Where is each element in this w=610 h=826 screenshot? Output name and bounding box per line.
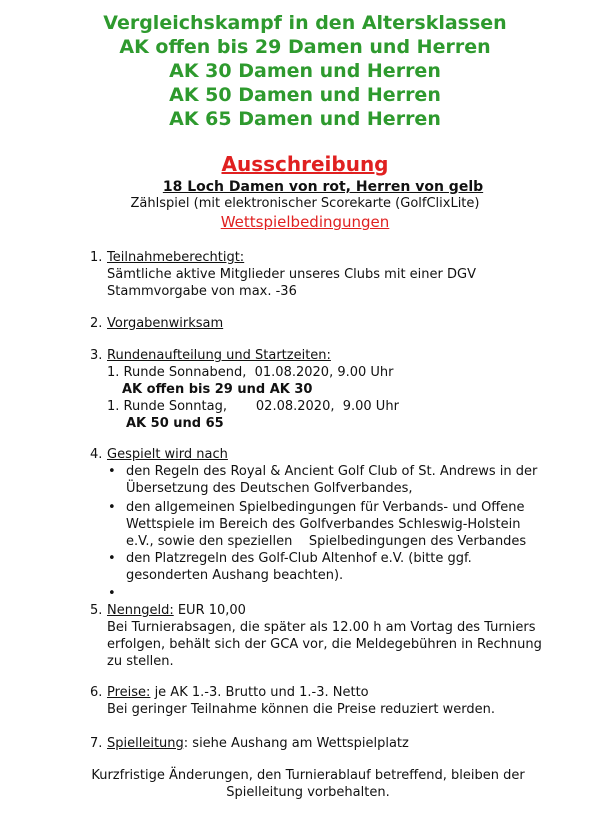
item-4-number: 4.: [90, 447, 103, 462]
bullet-3-line-1: den Platzregeln des Golf-Club Altenhof e.V. (bitte ggf.: [126, 551, 472, 566]
bullet-1-line-1: den Regeln des Royal & Ancient Golf Club of St. Andrews in der: [126, 464, 538, 479]
item-6-heading-rest: je AK 1.-3. Brutto und 1.-3. Netto: [150, 685, 369, 700]
item-1-line-2: Stammvorgabe von max. -36: [107, 284, 297, 299]
title-line-1: Vergleichskampf in den Altersklassen: [103, 12, 507, 34]
item-6-number: 6.: [90, 685, 103, 700]
item-6-heading-row: [107, 684, 369, 701]
bullet-3-line-2: gesonderten Aushang beachten).: [126, 568, 344, 583]
item-5-heading-row: [107, 602, 246, 619]
item-7-heading: Spielleitung: [107, 736, 184, 751]
item-5-line-2: erfolgen, behält sich der GCA vor, die Meldegebühren in Rechnung: [107, 637, 542, 652]
round-1-group: AK offen bis 29 und AK 30: [122, 382, 313, 397]
item-3-heading: Rundenaufteilung und Startzeiten:: [107, 348, 331, 363]
item-6-heading: Preise:: [107, 685, 151, 700]
footer-line-1: Kurzfristige Änderungen, den Turnierablauf betreffend, bleiben der: [91, 768, 525, 783]
title-line-2: AK offen bis 29 Damen und Herren: [119, 36, 491, 58]
bullet-icon: •: [108, 551, 116, 566]
item-7-number: 7.: [90, 736, 103, 751]
item-1-line-1: Sämtliche aktive Mitglieder unseres Clubs mit einer DGV: [107, 267, 476, 282]
bullet-2-line-1: den allgemeinen Spielbedingungen für Verbands- und Offene: [126, 500, 525, 515]
title-line-5: AK 65 Damen und Herren: [169, 108, 441, 130]
title-line-4: AK 50 Damen und Herren: [169, 84, 441, 106]
round-2: 1. Runde Sonntag, 02.08.2020, 9.00 Uhr: [107, 399, 399, 414]
round-1: 1. Runde Sonnabend, 01.08.2020, 9.00 Uhr: [107, 365, 394, 380]
zaehlspiel-line: Zählspiel (mit elektronischer Scorekarte (GolfClixLite): [130, 196, 480, 211]
bullet-1-line-2: Übersetzung des Deutschen Golfverbandes,: [126, 481, 413, 496]
item-5-number: 5.: [90, 603, 103, 618]
item-5-line-3: zu stellen.: [107, 654, 174, 669]
ausschreibung-heading: Ausschreibung: [221, 152, 389, 176]
item-5-line-1: Bei Turnierabsagen, die später als 12.00 h am Vortag des Turniers: [107, 620, 536, 635]
bullet-icon: •: [108, 464, 116, 479]
subheading-row: [18, 179, 610, 195]
item-6-line-1: Bei geringer Teilnahme können die Preise reduziert werden.: [107, 702, 495, 717]
wett-row: [0, 213, 610, 231]
item-3-number: 3.: [90, 348, 103, 363]
item-2-number: 2.: [90, 316, 103, 331]
item-7-heading-row: [107, 735, 409, 752]
bullet-icon: •: [108, 586, 116, 601]
item-4-heading: Gespielt wird nach: [107, 447, 228, 462]
title-line-3: AK 30 Damen und Herren: [169, 60, 441, 82]
subheading: 18 Loch Damen von rot, Herren von gelb: [162, 179, 484, 195]
bullet-2-line-2: Wettspiele im Bereich des Golfverbandes Schleswig-Holstein: [126, 517, 521, 532]
item-2-heading: Vorgabenwirksam: [107, 316, 224, 331]
item-7-heading-rest: : siehe Aushang am Wettspielplatz: [183, 736, 409, 751]
item-1-number: 1.: [90, 250, 103, 265]
wettspielbedingungen-link: Wettspielbedingungen: [220, 213, 390, 231]
item-5-heading: Nenngeld:: [107, 603, 174, 618]
bullet-2-line-3: e.V., sowie den speziellen Spielbedingungen des Verbandes: [126, 534, 527, 549]
item-1-heading: Teilnahmeberechtigt:: [107, 250, 245, 265]
round-2-group: AK 50 und 65: [126, 416, 224, 431]
footer-line-2: Spielleitung vorbehalten.: [226, 785, 390, 800]
bullet-icon: •: [108, 500, 116, 515]
item-5-heading-rest: EUR 10,00: [173, 603, 246, 618]
